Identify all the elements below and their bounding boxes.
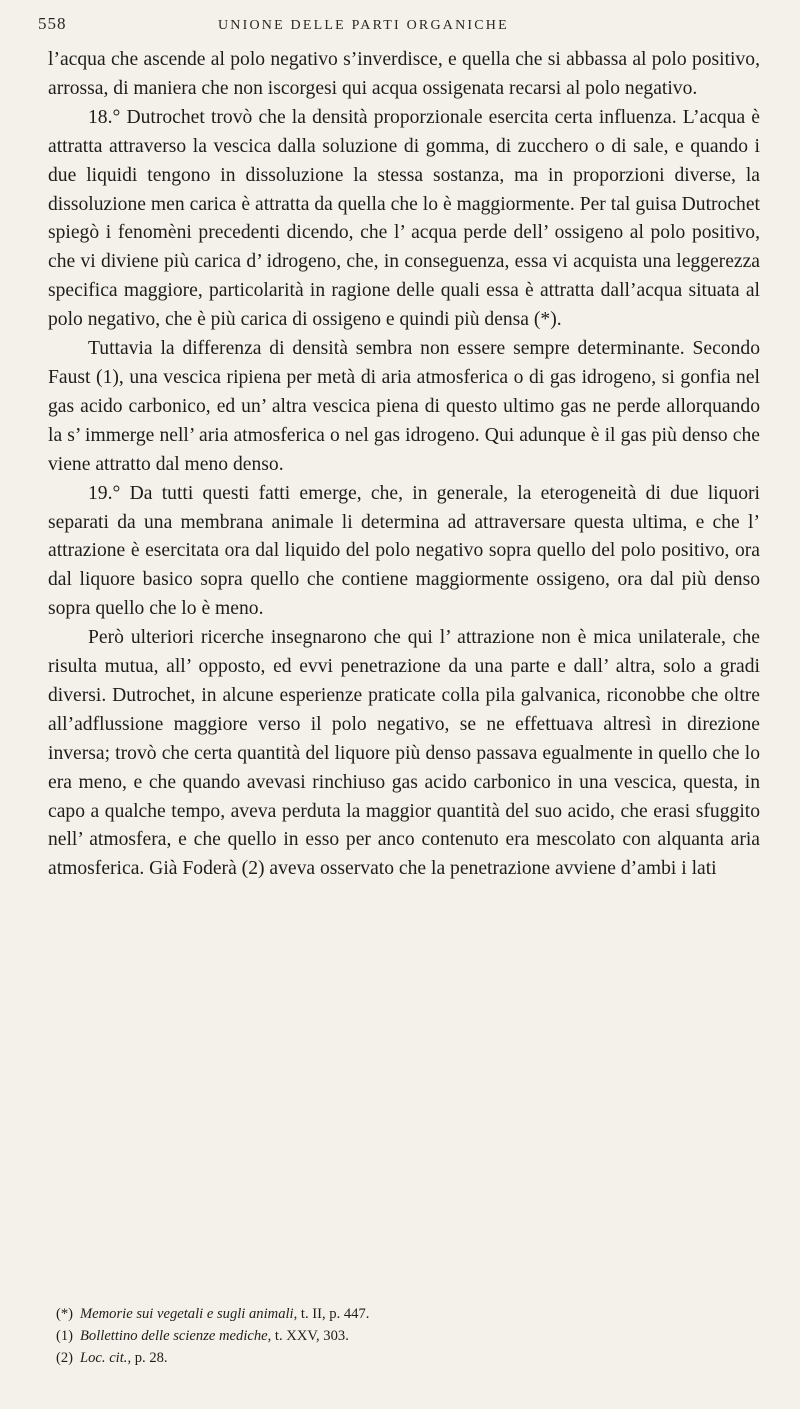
footnote-mark: (*) — [56, 1306, 74, 1322]
body-text — [48, 46, 760, 884]
footnote-work: Bollettino delle scienze mediche — [80, 1328, 268, 1344]
paragraph-density: Tuttavia la differenza di densità sembra non essere sempre determinante. Secondo Faust (1), una vescica ripiena per metà di aria atmosferica o di gas idrogeno, si gonfia nel gas acido carbonico, ed un’ altra vescica piena di questo ultimo gas ne perde allorquando la s’ immerge nell’ aria atmosferica o nel gas idrogeno. Qui adunque è il gas più denso che viene attratto dal meno denso. — [48, 338, 760, 475]
page-number: 558 — [38, 14, 67, 33]
footnotes — [56, 1303, 756, 1369]
paragraph-continuation: l’acqua che ascende al polo negativo s’inverdisce, e quella che si abbassa al polo positivo, arrossa, di maniera che non iscorgesi qui acqua ossigenata recarsi al polo negativo. — [48, 49, 760, 99]
paragraph-19: 19.° Da tutti questi fatti emerge, che, in generale, la eterogeneità di due liquori separati da una membrana animale li determina ad attraversare questa ultima, e che l’ attrazione è esercitata ora dal liquido del polo negativo sopra quello del polo positivo, ora dal liquore basico sopra quello che contiene maggiormente ossigeno, ora dal più denso sopra quello che lo è meno. — [48, 482, 760, 620]
footnote-ref: , p. 28. — [127, 1350, 168, 1366]
footnote — [56, 1303, 756, 1325]
footnote — [56, 1325, 756, 1347]
footnote — [56, 1347, 756, 1369]
footnote-work: Memorie sui vegetali e sugli animali — [80, 1306, 294, 1322]
footnote-ref: , t. II, p. 447. — [293, 1306, 370, 1322]
running-head — [38, 14, 760, 44]
paragraph-18: 18.° Dutrochet trovò che la densità proporzionale esercita certa influenza. L’acqua è attratta attraverso la vescica dalla soluzione di gomma, di zucchero o di sale, e quando i due liquidi tengono in dissoluzione la stessa sostanza, ma in proporzioni diverse, la dissoluzione men carica è attratta da quella che lo è maggiormente. Per tal guisa Dutrochet spiegò i fenomèni precedenti dicendo, che l’ acqua perde dell’ ossigeno al polo positivo, che vi diviene più carica d’ idrogeno, che, in conseguenza, essa vi acquista una leggerezza specifica maggiore, particolarità in ragione delle quali essa è attratta dall’acqua situata al polo negativo, che è più carica di ossigeno e quindi più densa (*). — [48, 106, 760, 331]
paragraph-mutual-attraction: Però ulteriori ricerche insegnarono che qui l’ attrazione non è mica unilaterale, che risulta mutua, all’ opposto, ed evvi penetrazione da una parte e dall’ altra, solo a gradi diversi. Dutrochet, in alcune esperienze praticate colla pila galvanica, riconobbe che oltre all’adflussione maggiore verso il polo negativo, se ne effettuava altresì in direzione inversa; trovò che certa quantità del liquore più denso passava egualmente in quello che lo era meno, e che quando avevasi rinchiuso gas acido carbonico in una vescica, questa, in capo a qualche tempo, aveva perduta la maggior quantità del suo acido, che erasi sfuggito nell’ atmosfera, e che quello in esso per anco contenuto era mescolato con alquanta aria atmosferica. Già Foderà (2) aveva osservato che la penetrazione avviene d’ambi i lati — [48, 627, 760, 880]
footnote-mark: (1) — [56, 1328, 74, 1344]
footnote-mark: (2) — [56, 1350, 74, 1366]
footnote-ref: , t. XXV, 303. — [267, 1328, 349, 1344]
footnote-work: Loc. cit. — [80, 1350, 128, 1366]
running-head-title: UNIONE DELLE PARTI ORGANICHE — [218, 18, 509, 33]
